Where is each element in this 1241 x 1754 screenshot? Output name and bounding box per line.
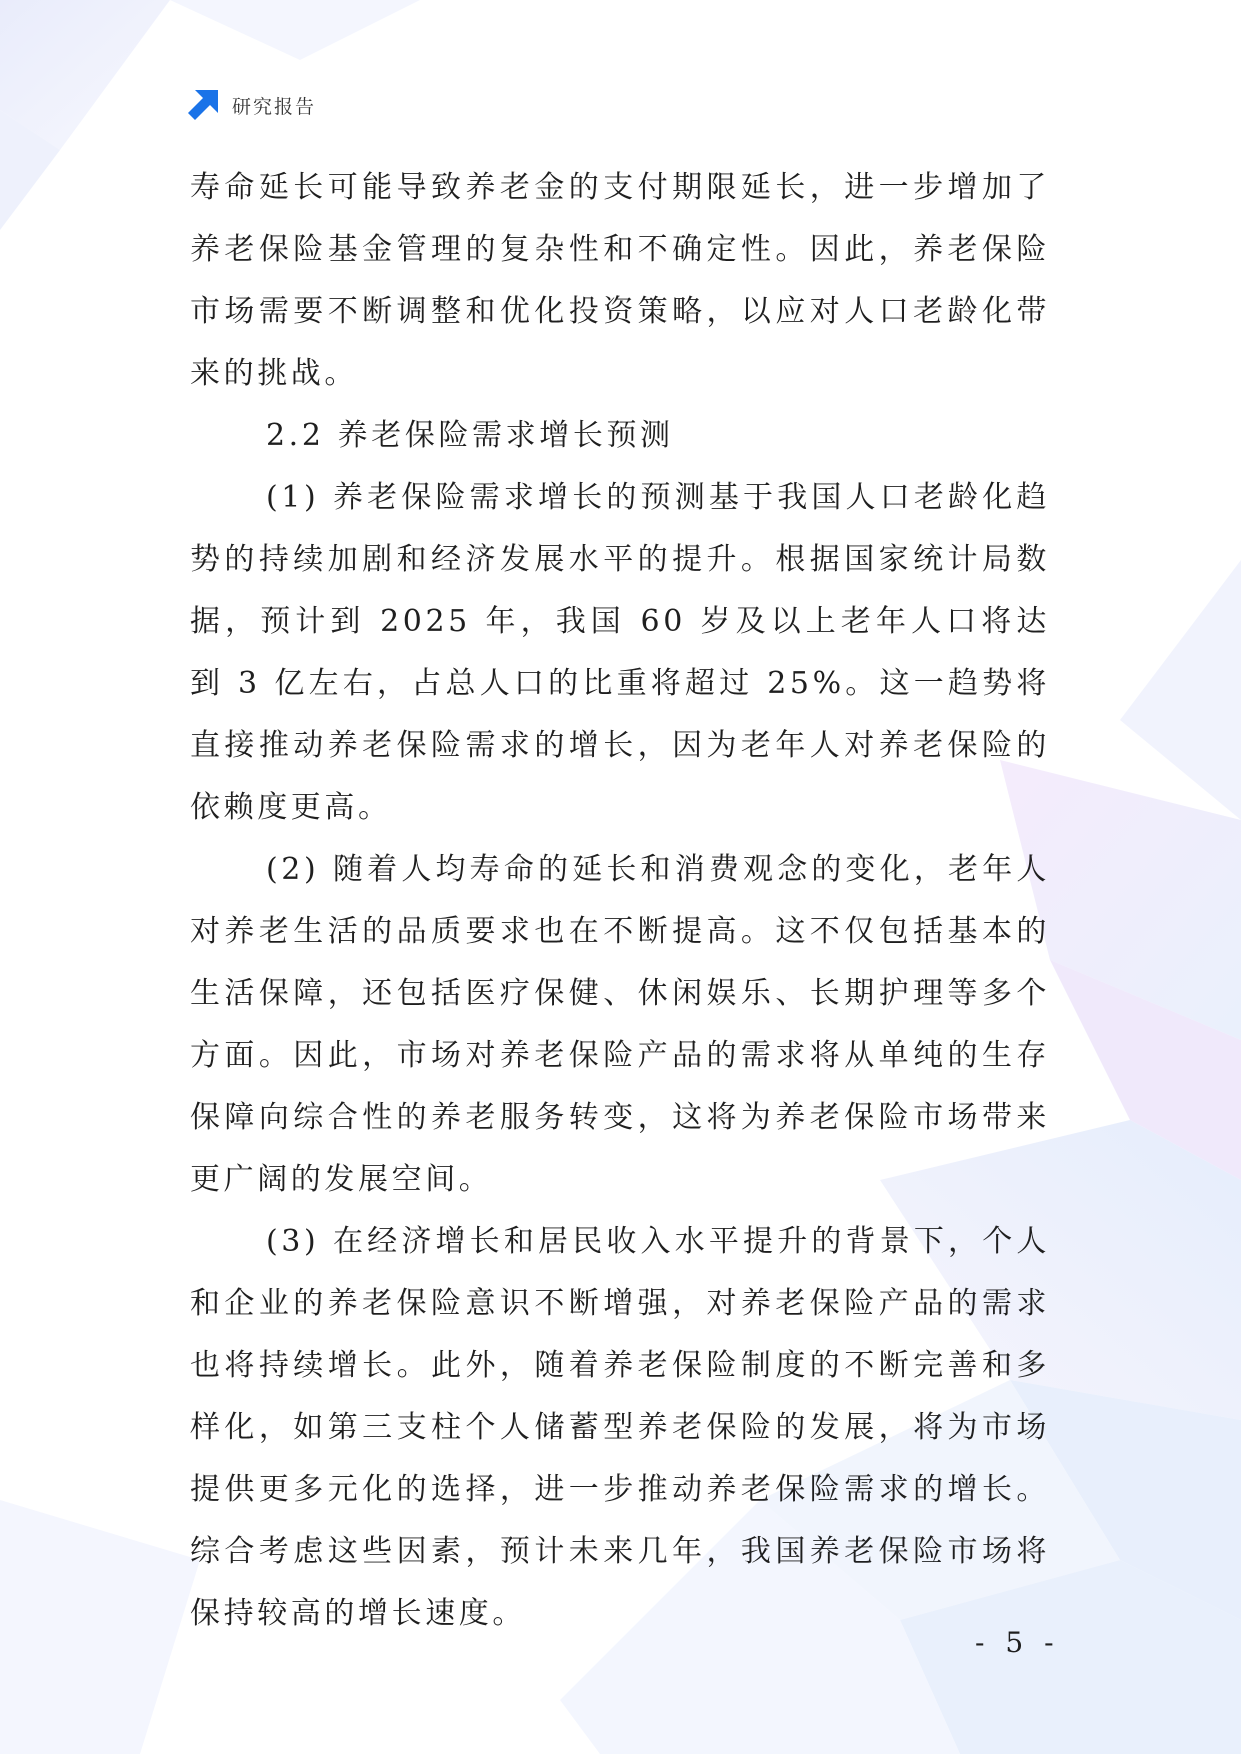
arrow-up-right-icon [186,88,220,122]
header-title: 研究报告 [232,95,317,118]
section-heading: 2.2 养老保险需求增长预测 [266,418,674,453]
report-header [186,88,316,122]
paragraph-3: (3) 在经济增长和居民收入水平提升的背景下，个人和企业的养老保险意识不断增强，对养老保险产品的需求也将持续增长。此外，随着养老保险制度的不断完善和多样化，如第三支柱个人储蓄型养老保险的发展，将为市场提供更多元化的选择，进一步推动养老保险需求的增长。综合考虑这些因素，预计未来几年，我国养老保险市场将保持较高的增长速度。 [190,1224,1050,1631]
paragraph-2: (2) 随着人均寿命的延长和消费观念的变化，老年人对养老生活的品质要求也在不断提高。这不仅包括基本的生活保障，还包括医疗保健、休闲娱乐、长期护理等多个方面。因此，市场对养老保险产品的需求将从单纯的生存保障向综合性的养老服务转变，这将为养老保险市场带来更广阔的发展空间。 [190,852,1050,1197]
intro-paragraph: 寿命延长可能导致养老金的支付期限延长，进一步增加了养老保险基金管理的复杂性和不确定性。因此，养老保险市场需要不断调整和优化投资策略，以应对人口老龄化带来的挑战。 [190,170,1050,391]
paragraph-1: (1) 养老保险需求增长的预测基于我国人口老龄化趋势的持续加剧和经济发展水平的提升。根据国家统计局数据，预计到 2025 年，我国 60 岁及以上老年人口将达到 3 亿左右，占总人口的比重将超过 25%。这一趋势将直接推动养老保险需求的增长，因为老年人对养老保险的依赖度更高。 [190,480,1050,825]
page-number: - 5 - [975,1626,1060,1659]
document-body [190,157,1050,1645]
